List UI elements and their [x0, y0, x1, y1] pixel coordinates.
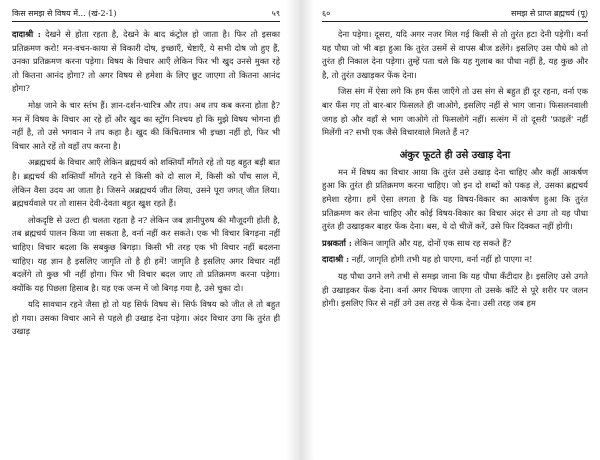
paragraph [12, 214, 280, 296]
paragraph-text: नहीं, जागृति होगी तभी यह हो पाएगा, वर्ना नहीं हो पाएगा न! [349, 254, 533, 265]
paragraph-text: यह पौधा उगने लगे तभी से समझ जाना कि यह पौधा कँटीदार है। इसलिए उसे उगते ही उखाड़कर फेंक देना। वर्ना अगर चिपक जाएगा तो उसके काँटे से पूरे शरीर पर जलन होगी। इसलिए फिर से नहीं उगे उस तरह से फेंक देना। उसी तरह जब हम [322, 270, 588, 309]
left-page [0, 0, 286, 460]
paragraph-text: जिस संग में ऐसा लगे कि हम फँस जाएँगे तो उस संग से बहुत ही दूर रहना, वर्ना एक बार फँस गए तो बार-बार फिसलते ही जाओगे, इसलिए नहीं से भाग जाना। फिसलनवाली जगह हो और वहाँ से भाग जाओगे तो फिसलोगे नहीं। सत्संग में तो दूसरी 'फ़ाइलें' नहीं मिलेंगी न? सभी एक जैसे विचारवाले मिलते हैं न? [322, 86, 588, 138]
paragraph-text: लेकिन जागृति और यह, दोनों एक साथ रह सकते हैं? [351, 237, 512, 248]
paragraph [322, 237, 588, 251]
right-page-number: ६० [322, 9, 331, 18]
right-header-title: समझ से प्राप्त ब्रह्मचर्य (पू) [511, 9, 588, 18]
paragraph-text: मन में विषय का विचार आया कि तुरंत उसे उखाड़ देना चाहिए और कहीं आकर्षण हुआ कि तुरंत ही प्रतिक्रमण करना चाहिए। जो इन दो शब्दों को पकड़ ले, उसका ब्रह्मचर्य हमेशा रहेगा। हमें ऐसा लगता है कि यह विषय-विकार का आकर्षण हुआ कि तुरंत प्रतिक्रमण कर लेना चाहिए और कोई विषय-विकार का विचार अंदर से उगा तो यह पौधा तुरंत ही उखाड़कर बाहर फेंक देना। बस, ये दो चीजें करें, उसे फिर दिक्कत नहीं होगी। [322, 166, 588, 232]
paragraph [12, 156, 280, 210]
right-page-header [322, 8, 588, 19]
left-page-number: ५९ [271, 9, 280, 18]
paragraph-text: यदि सावधान रहने जैसा हो तो यह सिर्फ विषय से। सिर्फ विषय को जीत ले तो बहुत हो गया। उसका विचार आने से पहले ही उखाड़ देना पड़ेगा। अंदर विचार उगा कि तुरंत ही उखाड़ [12, 299, 280, 337]
paragraph [322, 85, 588, 139]
speaker-label: दादाश्री : [322, 254, 350, 265]
paragraph [322, 28, 588, 82]
left-page-body [12, 28, 280, 339]
right-page [314, 0, 600, 460]
right-header-rule [322, 21, 588, 22]
left-header-title: किस समझ से विषय में... (खं-2-1) [12, 9, 117, 18]
left-page-header [12, 8, 280, 19]
speaker-label: दादाश्री : [12, 29, 41, 39]
speaker-label: प्रश्नकर्ता : [322, 237, 352, 248]
paragraph [12, 28, 280, 96]
paragraph [12, 99, 280, 153]
left-header-rule [12, 21, 280, 22]
book-gutter [286, 0, 314, 460]
paragraph-text: देखने से होता रहता है, देखने के बाद कंट्रोल हो जाता है। फिर तो इसका प्रतिक्रमण करो! मन-वचन-काया से विकारी दोष, इच्छाएँ, चेष्टाएँ, ये सभी दोष जो हुए हैं, उनका प्रतिक्रमण करना पड़ेगा। विषय के विचार आएँ लेकिन फिर भी खुद उनसे मुक्त रहे तो कितना आनंद होगा? तो अगर विषय से हमेशा के लिए छूट जाएगा तो कितना आनंद होगा? [12, 29, 281, 94]
paragraph [322, 270, 588, 311]
section-heading: अंकुर फूटते ही उसे उखाड़ देना [399, 149, 511, 161]
paragraph [322, 253, 588, 267]
paragraph-text: देना पड़ेगा। दूसरा, यदि अगर नजर मिल गई किसी से तो तुरंत हटा देनी पड़ेगी। वर्ना यह पौधा जो भी बड़ा हुआ कि तुरंत उसमें से वापस बीज डलेंगे। इसलिए उस पौधे को तो तुरंत ही निकाल देना पड़ेगा। तुम्हें पता चले कि यह गुलाब का पौधा नहीं है, यह कुछ और है, तो तुरंत उखाड़कर फेंक देना। [322, 29, 588, 80]
paragraph [322, 166, 588, 234]
paragraph-text: लोकदृष्टि से उल्टा ही चलता रहता है न? लेकिन जब ज्ञानीपुरुष की मौजूदगी होती है, तब ब्रह्मचर्य पालन किया जा सकता है, वर्ना नहीं कर सकते। एक भी विचार बिगड़ना नहीं चाहिए। विचार बदला कि सबकुछ बिगड़ा। किसी भी तरह एक भी विचार नहीं बदलना चाहिए। यह ज्ञान है इसलिए जागृति तो है ही हमें! जागृति है इसलिए अगर विचार नहीं बदलेंगे तो कुछ भी नहीं होगा। फिर भी विचार बदल जाए तो प्रतिक्रमण करना पड़ेगा। क्योंकि यह पिछला हिसाब है। यह एक जन्म में जो बिगड़ गया है, उसे चुका दो। [12, 214, 280, 293]
right-page-body-bottom [322, 166, 588, 311]
paragraph-text: मोक्ष जाने के चार स्तंभ हैं। ज्ञान-दर्शन-चारित्र और तप। अब तप कब करना होता है? मन में विषय के विचार आ रहे हों और खुद का स्ट्रोंग निश्चय हो कि मुझे विषय भोगना ही नहीं है, तो उसे भगवान ने तप कहा है। खुद की किंचितमात्र भी इच्छा नहीं हो, फिर भी विचार आते रहें तो वहाँ तप करना है। [12, 99, 280, 151]
paragraph-text: अब्रह्मचर्य के विचार आएँ लेकिन ब्रह्मचर्य को शक्तियाँ माँगते रहे तो यह बहुत बड़ी बात है। ब्रह्मचर्य की शक्तियाँ माँगते रहने से किसी को दो साल में, किसी को पाँच साल में, लेकिन वैसा उदय आ जाता है। जिसने अब्रह्मचर्य जीत लिया, उसने पूरा जगत् जीत लिया। ब्रह्मचर्यवाले पर तो शासन देवी-देवता बहुत खुश रहते हैं। [12, 157, 280, 209]
paragraph [12, 298, 280, 339]
right-page-body-top [322, 28, 588, 140]
